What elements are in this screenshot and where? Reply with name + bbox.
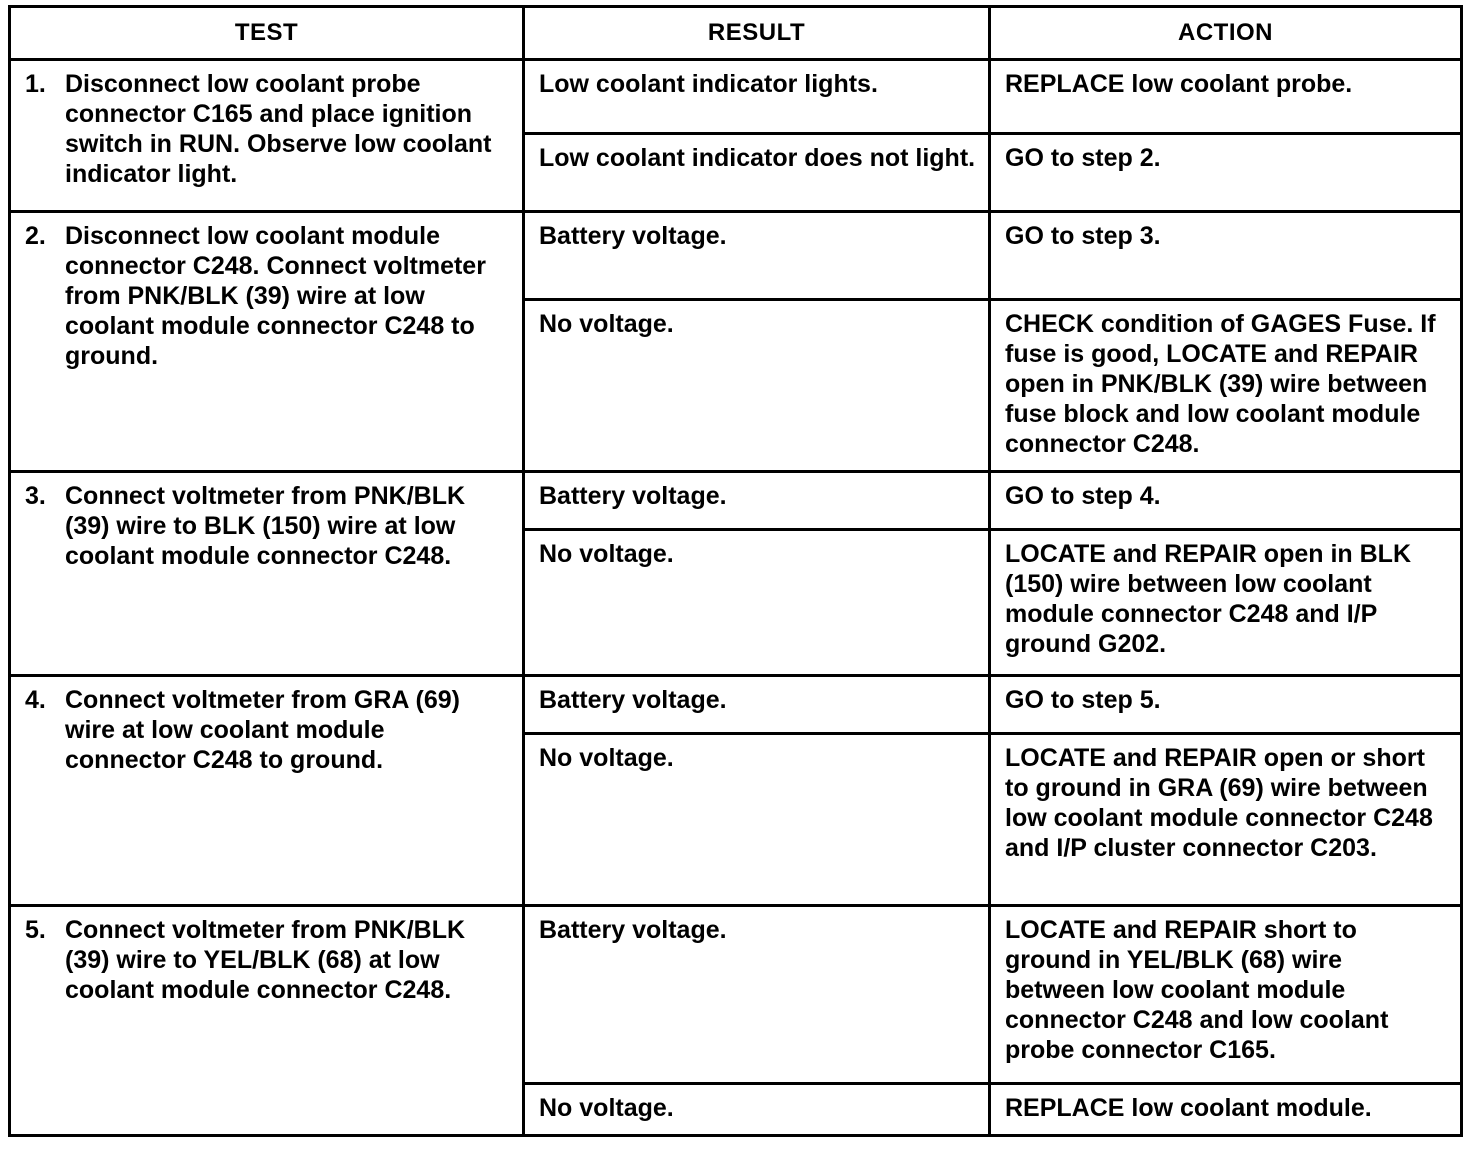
result-cell: No voltage. (524, 530, 990, 676)
step-number: 3. (25, 482, 46, 510)
test-text: Connect voltmeter from PNK/BLK (39) wire to YEL/BLK (68) at low coolant module connector C248. (65, 916, 466, 1004)
step-number: 2. (25, 222, 46, 250)
table-row (10, 60, 1462, 134)
action-cell: REPLACE low coolant module. (990, 1084, 1462, 1136)
result-cell: No voltage. (524, 734, 990, 906)
step-number: 1. (25, 70, 46, 98)
table-header-row (10, 7, 1462, 60)
test-cell-step-2 (10, 212, 524, 472)
result-cell: Battery voltage. (524, 676, 990, 734)
action-cell: LOCATE and REPAIR open or short to ground in GRA (69) wire between low coolant module connector C248 and I/P cluster connector C203. (990, 734, 1462, 906)
result-cell: Low coolant indicator lights. (524, 60, 990, 134)
action-cell: REPLACE low coolant probe. (990, 60, 1462, 134)
diagnostic-table (8, 5, 1463, 1137)
test-text: Disconnect low coolant probe connector C165 and place ignition switch in RUN. Observe low coolant indicator light. (65, 70, 492, 188)
test-cell-step-4 (10, 676, 524, 906)
test-cell-step-5 (10, 906, 524, 1136)
test-cell-step-3 (10, 472, 524, 676)
column-header-action: ACTION (990, 7, 1462, 60)
action-cell: CHECK condition of GAGES Fuse. If fuse is good, LOCATE and REPAIR open in PNK/BLK (39) wire between fuse block and low coolant module connector C248. (990, 300, 1462, 472)
test-cell-step-1 (10, 60, 524, 212)
test-text: Disconnect low coolant module connector C248. Connect voltmeter from PNK/BLK (39) wire at low coolant module connector C248 to ground. (65, 222, 486, 370)
result-cell: No voltage. (524, 1084, 990, 1136)
action-cell: GO to step 4. (990, 472, 1462, 530)
column-header-result: RESULT (524, 7, 990, 60)
action-cell: GO to step 5. (990, 676, 1462, 734)
result-cell: Battery voltage. (524, 212, 990, 300)
result-cell: Low coolant indicator does not light. (524, 134, 990, 212)
action-cell: LOCATE and REPAIR open in BLK (150) wire between low coolant module connector C248 and I/P ground G202. (990, 530, 1462, 676)
action-cell: LOCATE and REPAIR short to ground in YEL/BLK (68) wire between low coolant module connector C248 and low coolant probe connector C165. (990, 906, 1462, 1084)
table-row (10, 676, 1462, 734)
test-text: Connect voltmeter from GRA (69) wire at low coolant module connector C248 to ground. (65, 686, 460, 774)
table-row (10, 906, 1462, 1084)
table-row (10, 212, 1462, 300)
step-number: 4. (25, 686, 46, 714)
table-row (10, 472, 1462, 530)
step-number: 5. (25, 916, 46, 944)
test-text: Connect voltmeter from PNK/BLK (39) wire to BLK (150) wire at low coolant module connector C248. (65, 482, 466, 570)
action-cell: GO to step 3. (990, 212, 1462, 300)
action-cell: GO to step 2. (990, 134, 1462, 212)
result-cell: No voltage. (524, 300, 990, 472)
result-cell: Battery voltage. (524, 472, 990, 530)
result-cell: Battery voltage. (524, 906, 990, 1084)
column-header-test: TEST (10, 7, 524, 60)
